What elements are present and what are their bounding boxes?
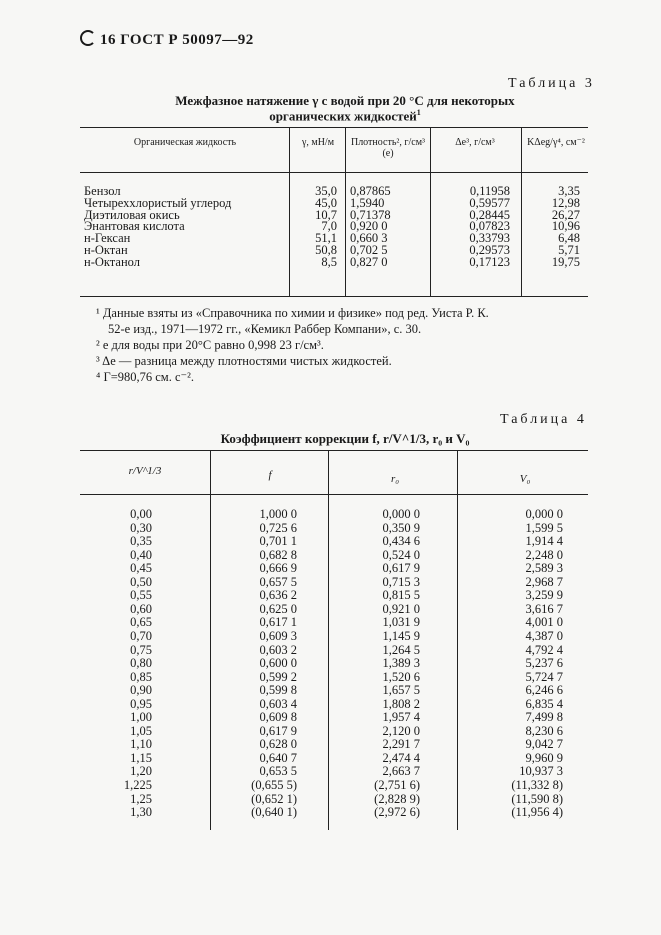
t4-cell-value: 0,434 6 [382, 534, 420, 549]
t3-cell-value: 0,28445 [469, 207, 510, 222]
t4-cell-value: 3,259 9 [525, 588, 563, 603]
t4-cell-ratio: 0,70 [130, 628, 152, 643]
t4-cell-value: 6,246 6 [525, 683, 563, 698]
page-header [80, 30, 254, 49]
t4-cell-value: 2,663 7 [382, 764, 420, 779]
t4-cell-value: 0,636 2 [259, 588, 297, 603]
t4-cell-ratio: 0,95 [130, 696, 152, 711]
table3-top-rule [80, 127, 588, 128]
t4-cell-value: 0,715 3 [382, 574, 420, 589]
table3-footnote: ⁴ Γ=980,76 см. с⁻². [96, 370, 194, 384]
t3-cell-value: 0,71378 [350, 207, 391, 222]
t4-cell-ratio: 0,90 [130, 683, 152, 698]
t4-cell-value: 8,230 6 [525, 723, 563, 738]
t4-cell-value: 0,628 0 [259, 737, 297, 752]
t4-cell-ratio: 1,25 [130, 791, 152, 806]
t4-cell-value: 2,589 3 [525, 561, 563, 576]
t4-cell-value: 0,640 7 [259, 750, 297, 765]
t4-cell-value: 2,120 0 [382, 723, 420, 738]
t4-cell-ratio: 1,20 [130, 764, 152, 779]
table3-title-line2: органических жидкостей$^1$ [269, 108, 421, 124]
t4-cell-value: 0,609 8 [259, 710, 297, 725]
t4-cell-ratio: 1,05 [130, 723, 152, 738]
t4-cell-value: 0,350 9 [382, 520, 420, 535]
t4-cell-value: 4,001 0 [525, 615, 563, 630]
t4-cell-value: 6,835 4 [525, 696, 563, 711]
t4-cell-ratio: 1,10 [130, 737, 152, 752]
t4-cell-ratio: 1,00 [130, 710, 152, 725]
t4-cell-value: 0,657 5 [259, 574, 297, 589]
t4-cell-value: 10,937 3 [519, 764, 563, 779]
page-header-text: 16 ГОСТ Р 50097—92 [100, 32, 254, 48]
t4-cell-ratio: 0,80 [130, 656, 152, 671]
table3-title-line1: Межфазное натяжение γ с водой при 20 °С для некоторых [175, 93, 515, 108]
t4-cell-value: 0,599 2 [259, 669, 297, 684]
t3-cell-value: 35,0 [315, 184, 337, 198]
t4-cell-value: 0,625 0 [259, 601, 297, 616]
t4-cell-ratio: 0,00 [130, 507, 152, 521]
table4-col-header: r₀ [390, 473, 400, 485]
t4-cell-ratio: 0,40 [130, 547, 152, 562]
t4-cell-ratio: 0,45 [130, 561, 152, 576]
t3-cell-value: 0,702 5 [350, 243, 388, 257]
t3-cell-value: 0,07823 [469, 219, 510, 234]
t4-cell-value: 4,792 4 [525, 642, 563, 657]
t4-cell-value: 0,617 9 [259, 723, 297, 738]
table3-footnote: 52-е изд., 1971—1972 гг., «Кемикл Раббер Компани», с. 30. [108, 322, 422, 336]
table3-col-header: γ, мН/м [301, 137, 335, 148]
t4-cell-value: 0,599 8 [259, 683, 297, 698]
t3-cell-value: 0,920 0 [350, 219, 388, 234]
table3-footnote: ² e для воды при 20°С равно 0,998 23 г/см³. [96, 338, 324, 352]
t3-cell-value: 10,7 [315, 207, 337, 222]
t3-cell-value: 51,1 [315, 231, 337, 246]
table4-col-divider [210, 450, 211, 830]
t4-cell-ratio: 1,225 [123, 778, 152, 792]
table4-col-header: f [268, 469, 272, 481]
t3-cell-value: 12,98 [551, 195, 580, 210]
t3-cell-value: 0,29573 [469, 243, 510, 257]
t3-cell-value: 0,87865 [350, 184, 391, 198]
t3-cell-liquid: н-Гексан [84, 231, 131, 246]
t4-cell-value: 0,603 2 [259, 642, 297, 657]
t4-cell-value: 1,599 5 [525, 520, 563, 535]
table3-header-rule [80, 172, 588, 173]
table3-col-divider [289, 127, 290, 296]
table4-col-header: V₀ [519, 473, 531, 485]
t4-cell-value: 0,653 5 [259, 764, 297, 779]
t4-cell-value: 2,474 4 [382, 750, 420, 765]
table3-col-divider [345, 127, 346, 296]
t3-cell-value: 19,75 [551, 254, 580, 269]
t3-cell-value: 45,0 [315, 195, 337, 210]
table3-footnote: ¹ Данные взяты из «Справочника по химии и физике» под ред. Уиста Р. К. [96, 306, 489, 320]
t4-cell-value: 1,914 4 [525, 534, 563, 549]
t4-cell-value: (2,972 6) [374, 805, 420, 820]
t4-cell-ratio: 0,75 [130, 642, 152, 657]
t4-cell-value: 0,666 9 [259, 561, 297, 576]
table4-top-rule [80, 450, 588, 451]
table3-col-header: Δe³, г/см³ [455, 137, 495, 148]
t4-cell-ratio: 0,30 [130, 520, 152, 535]
t4-cell-value: 1,145 9 [382, 628, 420, 643]
t4-cell-ratio: 1,30 [130, 805, 152, 820]
t4-cell-value: 0,600 0 [259, 656, 297, 671]
t3-cell-value: 0,33793 [469, 231, 510, 246]
t3-cell-value: 0,17123 [469, 254, 510, 269]
t3-cell-value: 0,827 0 [350, 254, 388, 269]
t3-cell-liquid: н-Октанол [84, 254, 140, 269]
t4-cell-ratio: 0,55 [130, 588, 152, 603]
table3-col-header: KΔeg/γ⁴, см⁻² [527, 137, 585, 148]
t4-cell-value: (0,652 1) [251, 791, 297, 806]
t4-cell-value: 0,815 5 [382, 588, 420, 603]
t4-cell-value: 0,000 0 [525, 507, 563, 521]
table3-col-divider [521, 127, 522, 296]
t4-cell-value: 0,617 9 [382, 561, 420, 576]
t4-cell-value: (2,828 9) [374, 791, 420, 806]
t4-cell-value: 5,237 6 [525, 656, 563, 671]
t4-cell-value: (2,751 6) [374, 778, 420, 792]
t4-cell-ratio: 1,15 [130, 750, 152, 765]
t4-cell-value: 1,264 5 [382, 642, 420, 657]
t3-cell-value: 50,8 [315, 243, 337, 257]
t3-cell-value: 6,48 [558, 231, 580, 246]
t4-cell-value: 2,248 0 [525, 547, 563, 562]
t4-cell-value: 1,808 2 [382, 696, 420, 711]
t4-cell-value: 1,389 3 [382, 656, 420, 671]
t4-cell-value: (0,640 1) [251, 805, 297, 820]
t3-cell-value: 0,59577 [469, 195, 510, 210]
table3-col-divider [430, 127, 431, 296]
t4-cell-value: 1,000 0 [259, 507, 297, 521]
t4-cell-value: 0,701 1 [259, 534, 297, 549]
t3-cell-value: 7,0 [321, 219, 337, 234]
t4-cell-value: 0,682 8 [259, 547, 297, 562]
t4-cell-value: 0,921 0 [382, 601, 420, 616]
table4-title: Коэффициент коррекции f, r/V^1/3, r₀ и V₀ [220, 431, 470, 446]
t3-cell-value: 0,660 3 [350, 231, 388, 246]
t4-cell-value: 0,609 3 [259, 628, 297, 643]
t3-cell-value: 3,35 [558, 184, 580, 198]
t3-cell-liquid: Энантовая кислота [84, 219, 185, 234]
t4-cell-value: 0,603 4 [259, 696, 297, 711]
t3-cell-value: 8,5 [321, 254, 337, 269]
table3-col-header: Плотность², г/см³ (e) [350, 137, 426, 159]
t4-cell-value: 5,724 7 [525, 669, 563, 684]
t3-cell-liquid: Четыреххлористый углерод [84, 195, 232, 210]
t4-cell-value: 3,616 7 [525, 601, 563, 616]
table4-header-rule [80, 494, 588, 495]
table4-col-divider [457, 450, 458, 830]
t3-cell-liquid: Бензол [84, 184, 121, 198]
document-mark-icon [80, 30, 96, 46]
t4-cell-value: 9,042 7 [525, 737, 563, 752]
t4-cell-value: 0,000 0 [382, 507, 420, 521]
t4-cell-value: 2,968 7 [525, 574, 563, 589]
t4-cell-value: 1,657 5 [382, 683, 420, 698]
t3-cell-value: 0,11958 [469, 184, 510, 198]
t4-cell-value: (0,655 5) [251, 778, 297, 792]
t4-cell-ratio: 0,35 [130, 534, 152, 549]
t4-cell-value: 0,617 1 [259, 615, 297, 630]
table3-footnote: ³ Δe — разница между плотностями чистых жидкостей. [96, 354, 392, 368]
table4-col-header: r/V^1/3 [128, 465, 162, 477]
t3-cell-value: 26,27 [551, 207, 580, 222]
t3-cell-value: 10,96 [551, 219, 580, 234]
t3-cell-liquid: Диэтиловая окись [84, 207, 180, 222]
t4-cell-ratio: 0,50 [130, 574, 152, 589]
table3-col-header: Органическая жидкость [133, 137, 237, 148]
t4-cell-value: 2,291 7 [382, 737, 420, 752]
t4-cell-value: 1,957 4 [382, 710, 420, 725]
t4-cell-ratio: 0,65 [130, 615, 152, 630]
t4-cell-value: 4,387 0 [525, 628, 563, 643]
t4-cell-ratio: 0,60 [130, 601, 152, 616]
t4-cell-value: 1,520 6 [382, 669, 420, 684]
table3-label: Таблица 3 [508, 76, 595, 91]
t4-cell-value: 9,960 9 [525, 750, 563, 765]
t3-cell-value: 1,5940 [350, 195, 385, 210]
table3-bottom-rule [80, 296, 588, 297]
t3-cell-value: 5,71 [558, 243, 580, 257]
t3-cell-liquid: н-Октан [84, 243, 128, 257]
t4-cell-value: (11,956 4) [511, 805, 563, 820]
t4-cell-value: (11,590 8) [511, 791, 563, 806]
table4-label: Таблица 4 [500, 412, 587, 427]
t4-cell-value: 1,031 9 [382, 615, 420, 630]
t4-cell-value: 0,725 6 [259, 520, 297, 535]
t4-cell-value: 7,499 8 [525, 710, 563, 725]
t4-cell-ratio: 0,85 [130, 669, 152, 684]
table4-col-divider [328, 450, 329, 830]
t4-cell-value: (11,332 8) [511, 778, 563, 792]
t4-cell-value: 0,524 0 [382, 547, 420, 562]
